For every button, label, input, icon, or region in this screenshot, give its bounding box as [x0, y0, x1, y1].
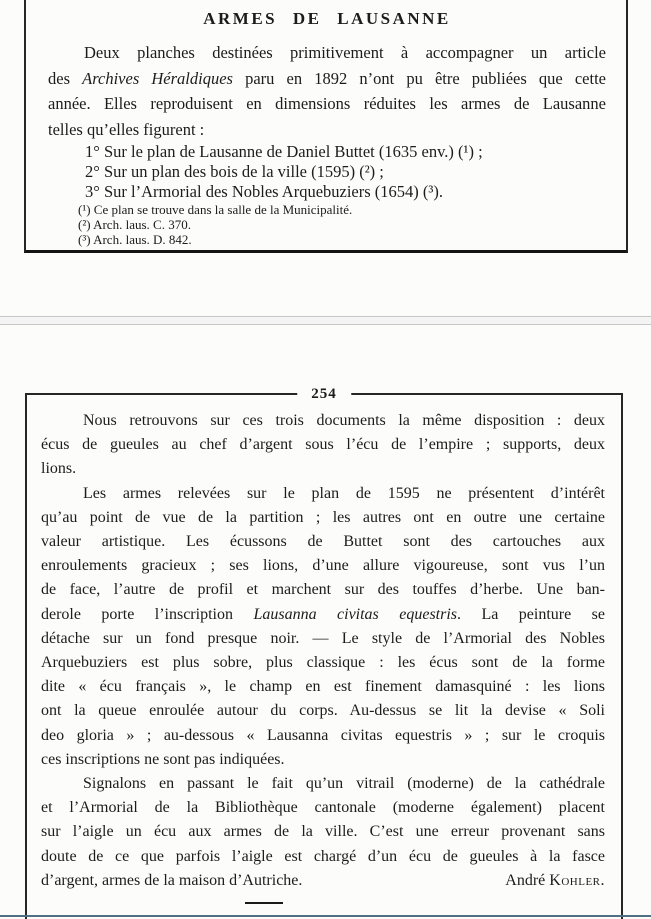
end-divider-rule [245, 902, 283, 904]
text-line: dite « écu français », le champ en est finement damasquiné : les lions [41, 678, 605, 696]
top-page-fragment [24, 0, 628, 253]
text-line: derole porte l’inscription Lausanna civitas equestris. La peinture se [41, 605, 606, 623]
text-line: des Archives Héraldiques paru en 1892 n’ont pu être publiées que cette [48, 68, 606, 88]
scan-bottom-edge-line [0, 915, 651, 917]
text-line: (²) Arch. laus. C. 370. [78, 217, 191, 232]
text-line: doute de ce que parfois l’aigle est chargé d’un écu de gueules à la fasce [41, 847, 605, 865]
text-line: deo gloria » ; au-dessous « Lausanna civitas equestris » ; sur le croquis [41, 726, 605, 744]
text-line: année. Elles reproduisent en dimensions réduites les armes de Lausanne [48, 94, 606, 113]
text-line: Les armes relevées sur le plan de 1595 ne présentent d’intérêt [83, 484, 605, 502]
author-first-name: André [505, 871, 550, 889]
signature-line [41, 869, 605, 893]
text-line: ont la queue enroulée autour du corps. Au-dessus se lit la devise « Soli [41, 702, 605, 720]
author-last-name: Kohler. [549, 871, 605, 889]
text-line: de face, l’autre de profil et marchent sur des touffes d’herbe. Une ban- [41, 581, 605, 599]
numbered-list [48, 142, 606, 202]
text-line: (¹) Ce plan se trouve dans la salle de la Municipalité. [78, 202, 353, 217]
page-number: 254 [297, 383, 351, 405]
text-line: écus de gueules au chef d’argent sous l’écu de l’empire ; supports, deux [41, 436, 605, 454]
paragraph-signalons [41, 772, 605, 869]
text-line: enroulements gracieux ; ses lions, d’une allure vigoureuse, sont vus l’un [41, 557, 605, 575]
intro-paragraph [48, 40, 606, 142]
text-line: sur l’aigle un écu aux armes de la ville. C’est une erreur provenant sans [41, 823, 605, 841]
text-line: qu’au point de vue de la partition ; les autres ont en outre une certaine [41, 508, 605, 526]
footnotes [48, 202, 606, 247]
text-line: Deux planches destinées primitivement à accompagner un article [84, 43, 606, 62]
article-title: ARMES DE LAUSANNE [203, 9, 451, 28]
bottom-page [25, 386, 623, 919]
text-line: Nous retrouvons sur ces trois documents la même disposition : deux [83, 412, 605, 429]
text-line: telles qu’elles figurent : [48, 119, 205, 139]
author-signature [505, 869, 605, 893]
paragraph-description [41, 482, 605, 772]
text-line: et l’Armorial de la Bibliothèque cantonale (moderne également) placent [41, 799, 605, 817]
text-line: 3° Sur l’Armorial des Nobles Arquebuziers (1654) (³). [85, 182, 443, 201]
closing-text: d’argent, armes de la maison d’Autriche. [41, 871, 303, 889]
text-line: (³) Arch. laus. D. 842. [78, 232, 192, 247]
text-line: lions. [41, 460, 77, 478]
text-line: Arquebuziers est plus sobre, plus classique : les écus sont de la forme [41, 654, 605, 672]
text-line: détache sur un fond presque noir. — Le style de l’Armorial des Nobles [41, 629, 605, 647]
paragraph-disposition [41, 409, 605, 482]
text-line: 1° Sur le plan de Lausanne de Daniel Buttet (1635 env.) (¹) ; [85, 142, 483, 161]
text-line: 2° Sur un plan des bois de la ville (1595) (²) ; [85, 162, 384, 181]
text-line: Signalons en passant le fait qu’un vitrail (moderne) de la cathédrale [83, 775, 605, 793]
page-separator-band [0, 316, 651, 325]
text-line: ces inscriptions ne sont pas indiquées. [41, 750, 285, 768]
text-line: valeur artistique. Les écussons de Buttet sont des cartouches aux [41, 533, 605, 551]
